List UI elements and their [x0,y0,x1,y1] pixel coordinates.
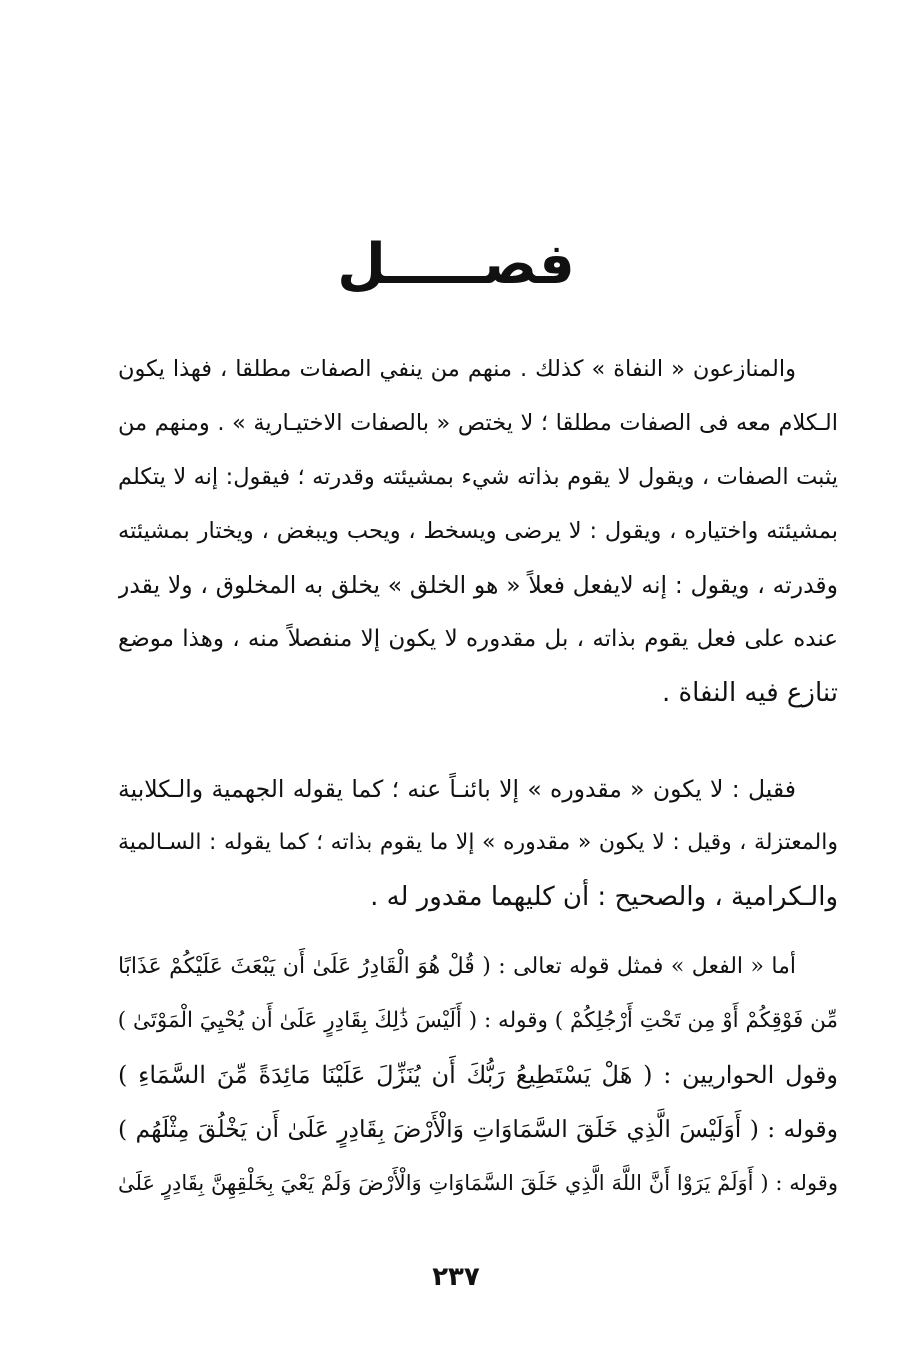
text-line: وقدرته ، ويقول : إنه لايفعل فعلاً « هو الخلق » يخلق به المخلوق ، ولا يقدر [118,571,838,599]
text-line: وقوله : ( أَوَلَيْسَ الَّذِي خَلَقَ السَّمَاوَاتِ وَالْأَرْضَ بِقَادِرٍ عَلَىٰ أَن يَخْلُقَ مِثْلَهُم ) [118,1115,838,1143]
text-line: وقول الحواريين : ( هَلْ يَسْتَطِيعُ رَبُّكَ أَن يُنَزِّلَ عَلَيْنَا مَائِدَةً مِّنَ السَّمَاءِ ) [118,1061,838,1089]
text-line: الـكلام معه فى الصفات مطلقا ؛ لا يختص « بالصفات الاختيـارية » . ومنهم من [118,410,838,436]
text-line: فقيل : لا يكون « مقدوره » إلا بائنـاً عنه ؛ كما يقوله الجهمية والـكلابية [118,775,796,803]
text-line: وقوله : ( أَوَلَمْ يَرَوْا أَنَّ اللَّهَ الَّذِي خَلَقَ السَّمَاوَاتِ وَالْأَرْضَ وَلَمْ يَعْيَ بِخَلْقِهِنَّ بِقَادِرٍ عَلَىٰ [118,1171,838,1195]
paragraph-2 [118,762,838,924]
text-line: أما « الفعل » فمثل قوله تعالى : ( قُلْ هُوَ الْقَادِرُ عَلَىٰ أَن يَبْعَثَ عَلَيْكُمْ عَذَابًا [118,954,796,979]
text-line: تنازع فيه النفاة . [661,678,838,708]
text-line: والمنازعون « النفاة » كذلك . منهم من ينفي الصفات مطلقا ، فهذا يكون [118,356,796,382]
text-line: والمعتزلة ، وقيل : لا يكون « مقدوره » إلا ما يقوم بذاته ؛ كما يقوله : السـالمية [118,830,838,855]
paragraph-1 [118,342,838,720]
text-line: يثبت الصفات ، ويقول لا يقوم بذاته شيء بمشيئته وقدرته ؛ فيقول: إنه لا يتكلم [118,464,838,490]
paragraph-3-quran-citations [118,940,838,1210]
section-heading: فصـــــل [337,232,575,297]
text-line: والـكرامية ، والصحيح : أن كليهما مقدور له . [370,882,838,912]
text-line: مِّن فَوْقِكُمْ أَوْ مِن تَحْتِ أَرْجُلِكُمْ ) وقوله : ( أَلَيْسَ ذَٰلِكَ بِقَادِرٍ عَلَىٰ أَن يُحْيِيَ الْمَوْتَىٰ ) [118,1008,838,1033]
text-line: بمشيئته واختياره ، ويقول : لا يرضى ويسخط ، ويحب ويبغض ، ويختار بمشيئته [118,518,838,544]
text-line: عنده على فعل يقوم بذاته ، بل مقدوره لا يكون إلا منفصلاً منه ، وهذا موضع [118,626,838,652]
page-number: ٢٣٧ [432,1262,480,1292]
